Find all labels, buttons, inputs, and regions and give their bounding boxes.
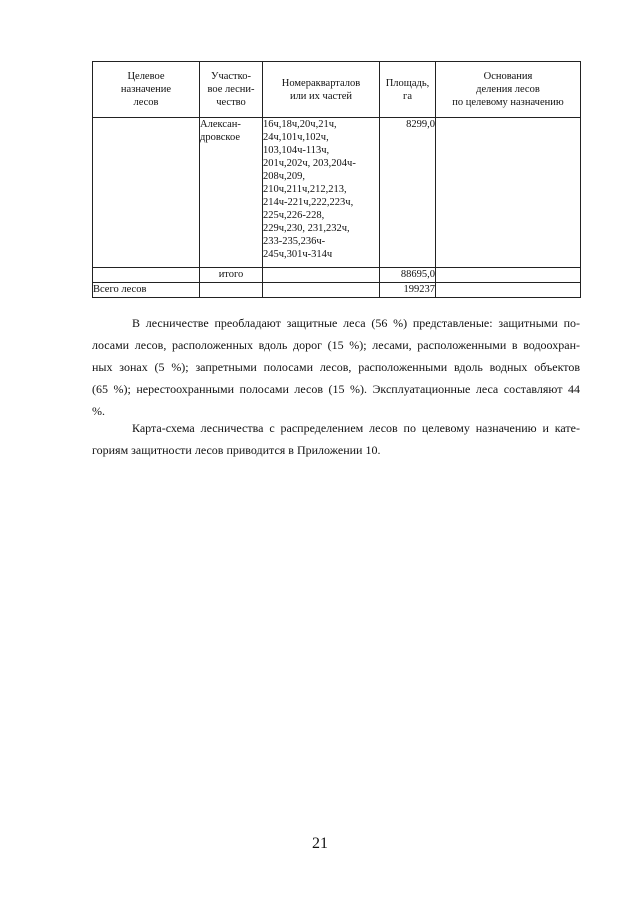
cell-basis <box>436 283 581 298</box>
header-quarters: Номеракварталов или их частей <box>263 62 380 118</box>
cell-district <box>200 283 263 298</box>
table-row-total <box>93 283 581 298</box>
table-header-row <box>93 62 581 118</box>
cell-district: Алексан- дровское <box>200 118 263 268</box>
table-row-subtotal <box>93 268 581 283</box>
cell-area: 8299,0 <box>380 118 436 268</box>
header-district: Участко- вое лесни- чество <box>200 62 263 118</box>
paragraph-line: ных зонах (5 %); запретными полосами лесов, расположенными вдоль водных объектов <box>92 360 580 374</box>
paragraph-protective-forests <box>92 312 580 422</box>
forest-table <box>92 61 581 298</box>
cell-basis <box>436 268 581 283</box>
paragraph-line: (65 %); нерестоохранными полосами лесов (15 %). Эксплуатационные леса составляют 44 <box>92 382 580 396</box>
header-basis: Основания деления лесов по целевому назначению <box>436 62 581 118</box>
paragraph-line: В лесничестве преобладают защитные леса (56 %) представленые: защитными по- <box>132 316 580 330</box>
paragraph-map-reference <box>92 417 580 461</box>
paragraph-line: Карта-схема лесничества с распределением лесов по целевому назначению и кате- <box>132 421 580 435</box>
cell-district: итого <box>200 268 263 283</box>
cell-purpose <box>93 118 200 268</box>
cell-quarters <box>263 268 380 283</box>
paragraph-line: гориям защитности лесов приводится в Приложении 10. <box>92 443 381 457</box>
paragraph-line: %. <box>92 404 105 418</box>
cell-area: 199237 <box>380 283 436 298</box>
paragraph-line: лосами лесов, расположенных вдоль дорог (15 %); лесами, расположенными в водоохран- <box>92 338 580 352</box>
header-purpose: Целевое назначение лесов <box>93 62 200 118</box>
cell-purpose: Всего лесов <box>93 283 200 298</box>
cell-basis <box>436 118 581 268</box>
page-number: 21 <box>312 835 328 852</box>
table-row <box>93 118 581 268</box>
cell-quarters <box>263 283 380 298</box>
cell-quarters: 16ч,18ч,20ч,21ч, 24ч,101ч,102ч, 103,104ч-113ч, 201ч,202ч, 203,204ч- 208ч,209, 210ч,211ч,212,213, 214ч-221ч,222,223ч, 225ч,226-228, 229ч,230, 231,232ч, 233-235,236ч- 245ч,301ч-314ч <box>263 118 380 268</box>
cell-area: 88695,0 <box>380 268 436 283</box>
cell-purpose <box>93 268 200 283</box>
header-area: Площадь, га <box>380 62 436 118</box>
